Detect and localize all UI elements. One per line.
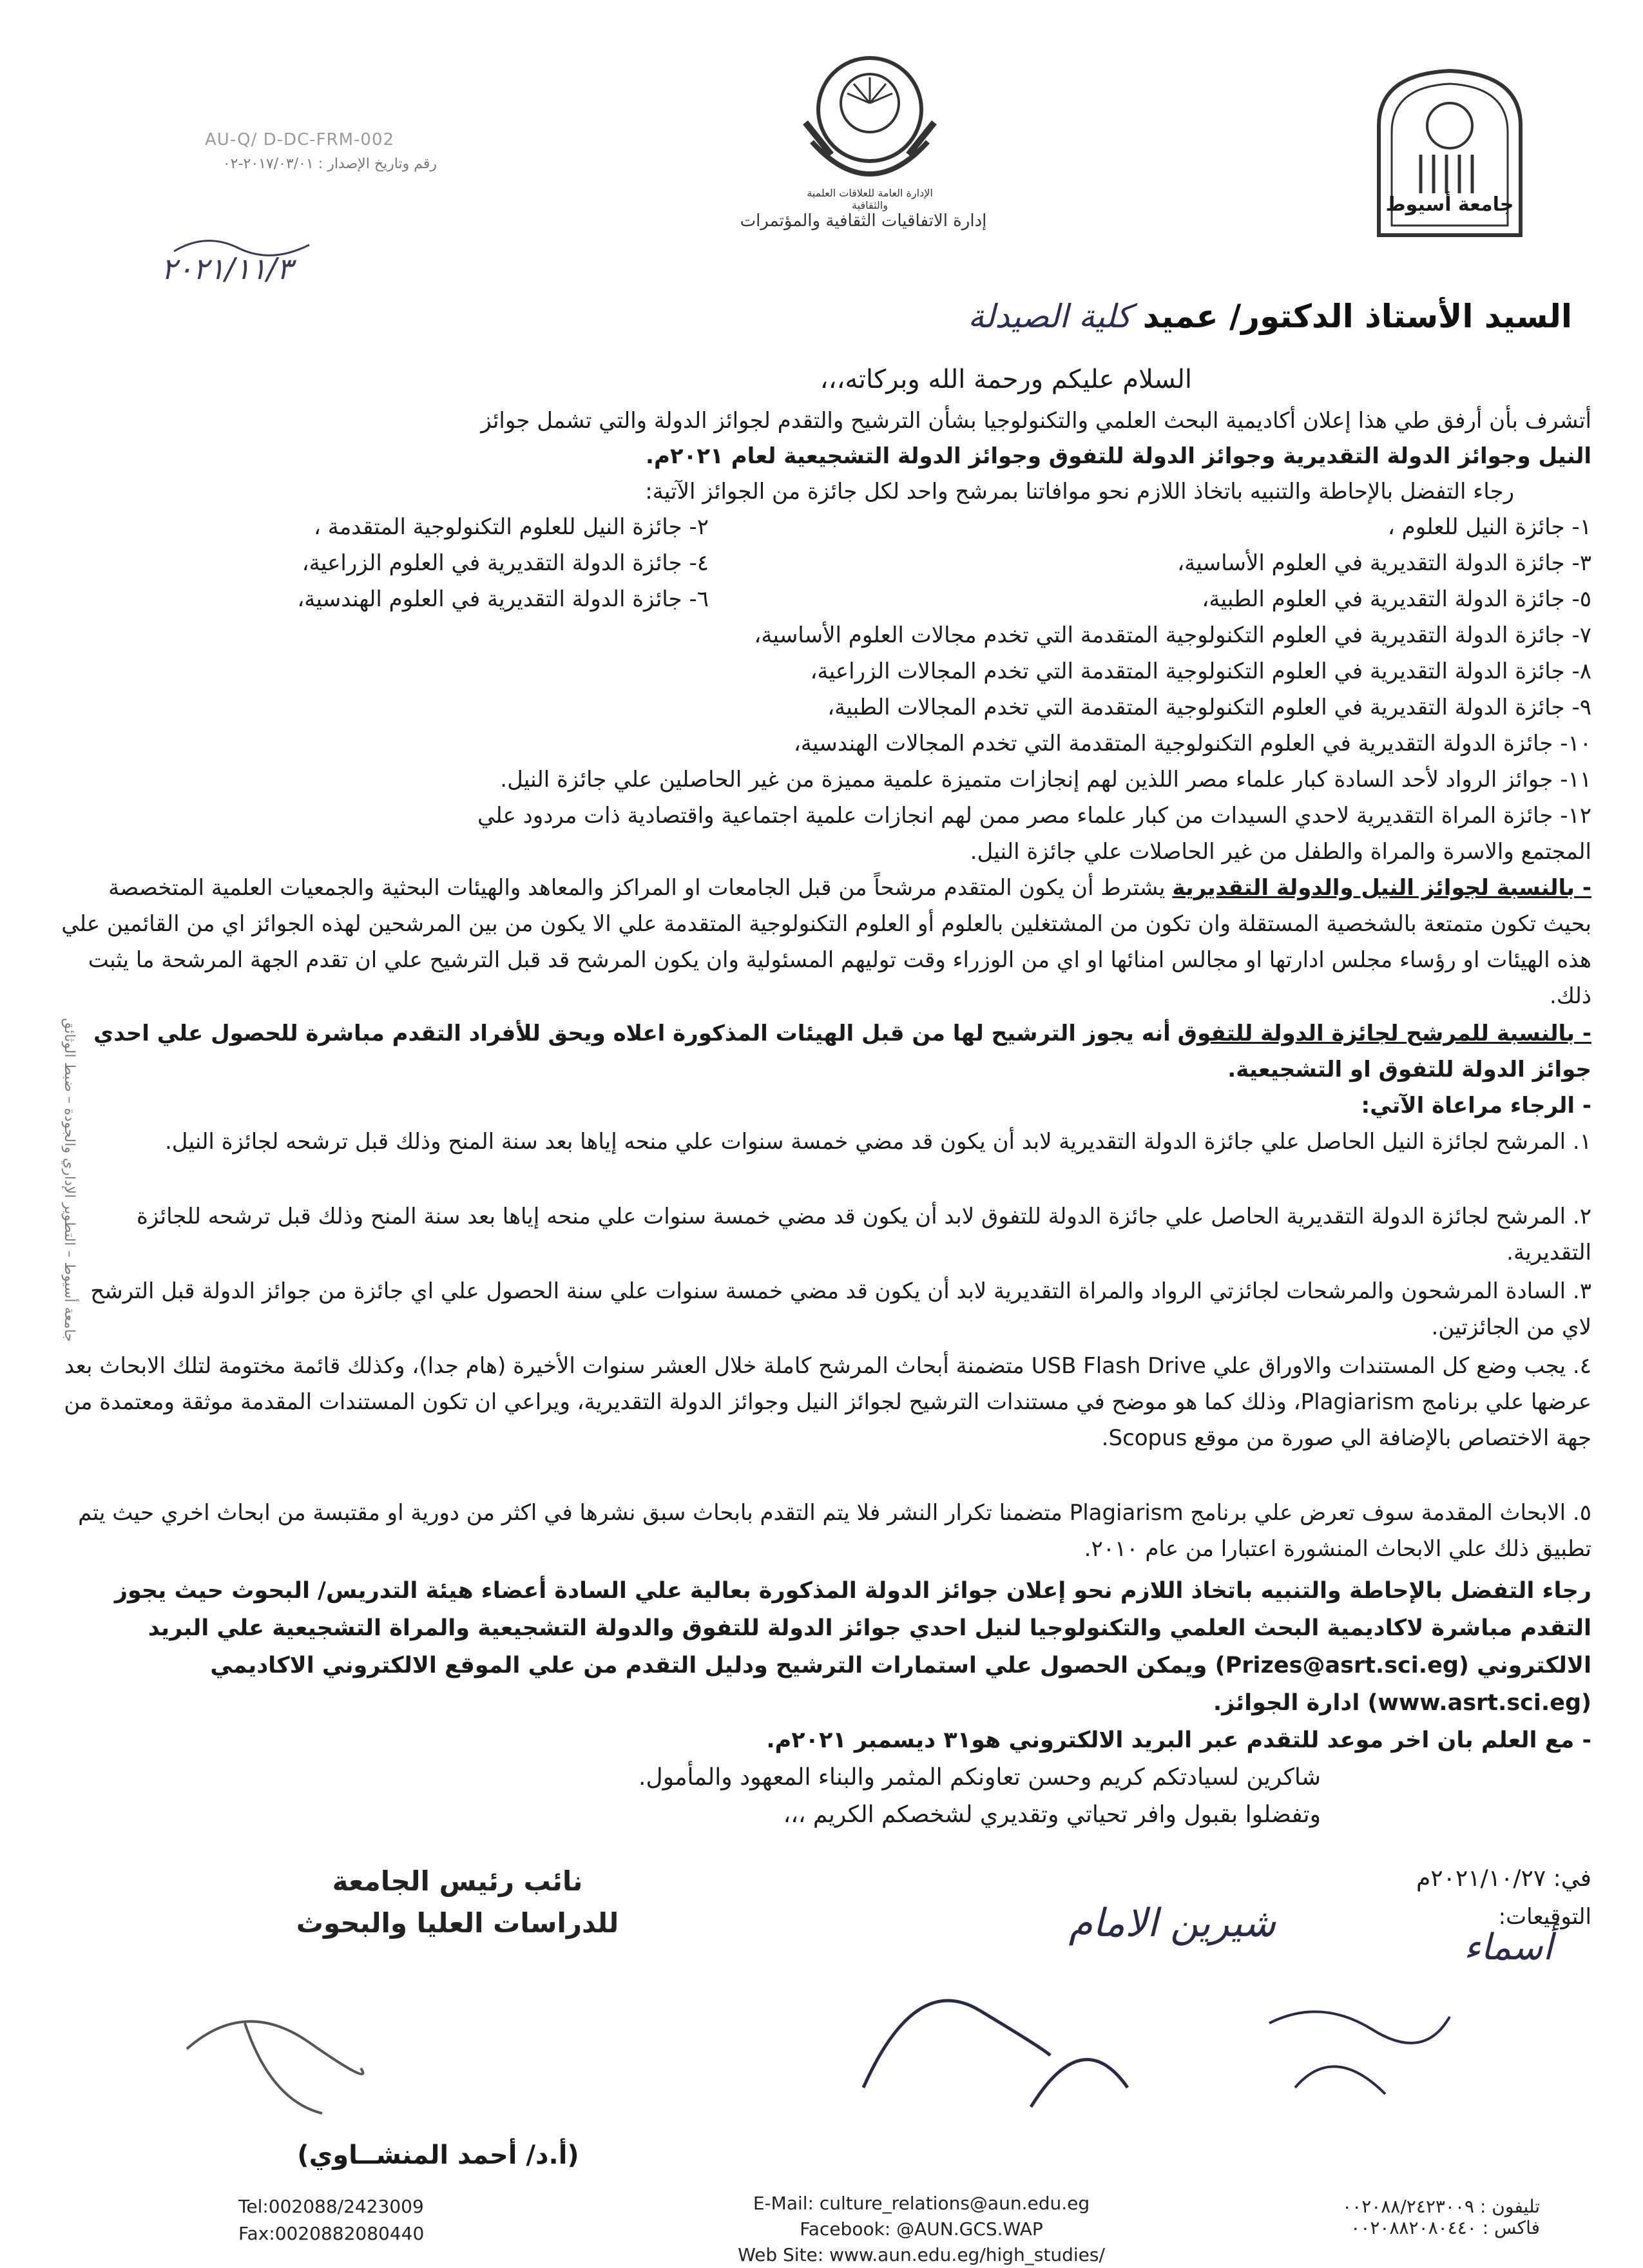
vp-title-1: نائب رئيس الجامعة (332, 1865, 583, 1897)
note-4: ٤. يجب وضع كل المستندات والاوراق علي USB Flash Drive متضمنة أبحاث المرشح كاملة خلال العشر سنوات الأخيرة (هام جدا)، وكذلك قائمة مختومة لتلك الابحاث بعد عرضها علي برنامج Plagiarism، وذلك كما هو موضح في مستندات الترشيح لجوائز النيل وجوائز الدولة التقديرية، ويراعي ان تكون المستندات المقدمة موثقة ومعتمدة من جهة الاختصاص بالإضافة الي صورة من موقع Scopus. (64, 1353, 1591, 1451)
prize-7: ٧- جائزة الدولة التقديرية في العلوم التكنولوجية المتقدمة التي تخدم مجالات العلوم الأساسية، (754, 622, 1591, 648)
prize-1: ١- جائزة النيل للعلوم ، (1387, 514, 1591, 540)
university-logo-text: جامعة أسيوط (1385, 193, 1514, 216)
vp-title-2: للدراسات العليا والبحوث (296, 1907, 619, 1939)
note-3: ٣. السادة المرشحون والمرشحات لجائزتي الرواد والمراة التقديرية لابد أن يكون قد مضي خمسة سنوات علي سنة الحصول علي اي جائزة من جوائز الدولة قبل الترشح لاي من الجائزتين. (90, 1278, 1591, 1340)
deadline-line: - مع العلم بان اخر موعد للتقدم عبر البريد الالكتروني هو٣١ ديسمبر ٢٠٢١م. (766, 1727, 1591, 1753)
footer-right (1295, 2196, 1540, 2238)
footer-contacts (696, 2191, 1147, 2268)
footer-tel-ar: تليفون : ٠٠٢٠٨٨/٢٤٢٣٠٠٩ (1342, 2196, 1540, 2217)
prize-2: ٢- جائزة النيل للعلوم التكنولوجية المتقدمة ، (313, 514, 709, 540)
addressee-line (606, 298, 1572, 335)
handwritten-signature-2: أسماء (1463, 1927, 1553, 1968)
prize-11: ١١- جوائز الرواد لأحد السادة كبار علماء مصر اللذين لهم إنجازات متميزة علمية مميزة من غير الحاصلين علي جائزة النيل. (500, 767, 1591, 793)
note-1: ١. المرشح لجائزة النيل الحاصل علي جائزة الدولة التقديرية لابد أن يكون قد مضي خمسة سنوات علي منحه إياها بعد سنة المنح وذلك قبل ترشحه لجائزة النيل. (165, 1129, 1591, 1155)
date-value: ٢٠٢١/١٠/٢٧م (1416, 1865, 1546, 1892)
closing-paragraph: رجاء التفضل بالإحاطة والتنبيه باتخاذ اللازم نحو إعلان جوائز الدولة المذكورة بعالية علي السادة أعضاء هيئة التدريس/ البحوث حيث يجوز التقدم مباشرة لاكاديمية البحث العلمي والتكنولوجيا لنيل احدي جوائز الدولة للتفوق والدولة التشجيعية والمراة التشجيعية علي البريد الالكتروني (Prizes@asrt.sci.eg) ويمكن الحصول علي استمارات الترشيح ودليل التقدم من علي الموقع الالكتروني الاكاديمي (www.asrt.sci.eg) ادارة الجوائز. (114, 1578, 1591, 1716)
note-5: ٥. الابحاث المقدمة سوف تعرض علي برنامج Plagiarism متضمنا تكرار النشر فلا يتم التقدم بابحاث سبق نشرها في اكثر من دورية او مقتبسة من ابحاث اخري حيث يتم تطبيق ذلك علي الابحاث المنشورة اعتبارا من عام ٢٠١٠. (78, 1500, 1591, 1562)
section-nile-text: يشترط أن يكون المتقدم مرشحاً من قبل الجامعات او المراكز والمعاهد والهيئات البحثية والجمعيات العلمية المتخصصة بحيث تكون متمتعة بالشخصية المستقلة وان تكون من المشتغلين بالعلوم أو العلوم التكنولوجية المتقدمة علي الا يكون من بين المرشحين لهذه الجوائز اي من القائمين علي هذه الهيئات او رؤساء مجلس ادارتها او مجالس امنائها او اي من الوزراء وقت توليهم المسئولية وان يكون المرشح قد قبل الترشيح علي ان تقدم الجهة المرشحة ما يثبت ذلك. (61, 875, 1591, 1009)
date-label: في: (1553, 1865, 1591, 1892)
letter-date (1416, 1865, 1591, 1892)
footer-fax-ar: فاكس : ٠٠٢٠٨٨٢٠٨٠٤٤٠ (1350, 2217, 1540, 2238)
section-excellence (58, 1015, 1591, 1088)
footer-fax: Fax:0020882080440 (238, 2223, 425, 2244)
footer-email[interactable]: E-Mail: culture_relations@aun.edu.eg (753, 2193, 1090, 2214)
prize-3: ٣- جائزة الدولة التقديرية في العلوم الأساسية، (1177, 550, 1591, 576)
department-name: إدارة الاتفاقيات الثقافية والمؤتمرات (740, 211, 987, 231)
emblem-caption: الإدارة العامة للعلاقات العلمية والثقافية (807, 187, 933, 211)
thanks-line-2: وتفضلوا بقبول وافر تحياتي وتقديري لشخصكم الكريم ،،، (783, 1802, 1321, 1828)
addressee-title: السيد الأستاذ الدكتور/ عميد (1142, 298, 1572, 335)
prize-8: ٨- جائزة الدولة التقديرية في العلوم التكنولوجية المتقدمة التي تخدم المجالات الزراعية، (810, 658, 1591, 684)
intro-line-2: النيل وجوائز الدولة التقديرية وجوائز الدولة للتفوق وجوائز الدولة التشجيعية لعام ٢٠٢١م. (646, 443, 1591, 469)
handwritten-signature-1: شيرين الامام (1068, 1901, 1276, 1946)
prize-12-cont: المجتمع والاسرة والمراة والطفل من غير الحاصلات علي جائزة النيل. (970, 839, 1591, 865)
emblem-logo (773, 45, 966, 206)
vp-signature-scribble (168, 1984, 374, 2139)
handwritten-date: ٢٠٢١/١١/٣ (161, 251, 293, 286)
addressee-handwritten: كلية الصيدلة (968, 298, 1132, 335)
vp-name: (أ.د/ أحمد المنشــاوي) (297, 2140, 579, 2170)
prize-9: ٩- جائزة الدولة التقديرية في العلوم التكنولوجية المتقدمة التي تخدم المجالات الطبية، (827, 695, 1591, 720)
side-note: جامعة أسيوط – التطوير الإداري والجودة – ضبط الوثائق (61, 1018, 77, 1342)
thanks-line-1: شاكرين لسيادتكم كريم وحسن تعاونكم المثمر والبناء المعهود والمأمول. (639, 1764, 1321, 1791)
prize-4: ٤- جائزة الدولة التقديرية في العلوم الزراعية، (302, 550, 709, 576)
form-code: AU-Q/ D-DC-FRM-002 (205, 130, 395, 149)
section-nile (58, 870, 1591, 1014)
footer-tel: Tel:002088/2423009 (238, 2196, 424, 2217)
signatures-label: التوقيعات: (1498, 1904, 1591, 1930)
prize-5: ٥- جائزة الدولة التقديرية في العلوم الطبية، (1202, 586, 1591, 612)
signature-scribble (838, 1959, 1160, 2126)
section-nile-lead: - بالنسبة لجوائز النيل والدولة التقديرية (1172, 875, 1591, 901)
issue-date: رقم وتاريخ الإصدار : ٢٠١٧/٠٣/٠١-٠٢ (222, 156, 437, 172)
footer-website[interactable]: Web Site: www.aun.edu.eg/high_studies/ (738, 2244, 1105, 2265)
notes-title: - الرجاء مراعاة الآتي: (1361, 1093, 1591, 1119)
footer-facebook[interactable]: Facebook: @AUN.GCS.WAP (800, 2218, 1043, 2240)
prize-6: ٦- جائزة الدولة التقديرية في العلوم الهندسية، (297, 586, 709, 612)
prize-12: ١٢- جائزة المراة التقديرية لاحدي السيدات من كبار علماء مصر ممن لهم انجازات علمية اجتماعية واقتصادية ذات مردود علي (477, 803, 1591, 829)
section-excellence-text: أنه يجوز الترشيح لها من قبل الهيئات المذكورة اعلاه ويحق للأفراد التقدم مباشرة للحصول علي احدي جوائز الدولة للتفوق او التشجيعية. (93, 1021, 1591, 1082)
section-excellence-lead: - بالنسبة للمرشح لجائزة الدولة للتفوق (1177, 1021, 1591, 1046)
initials-scribble (1256, 1984, 1463, 2113)
note-2: ٢. المرشح لجائزة الدولة التقديرية الحاصل علي جائزة الدولة للتفوق لابد أن يكون قد مضي خمسة سنوات علي منحه إياها بعد سنة المنح وذلك قبل ترشحه للجائزة التقديرية. (137, 1204, 1591, 1265)
request-line: رجاء التفضل بالإحاطة والتنبيه باتخاذ اللازم نحو موافاتنا بمرشح واحد لكل جائزة من الجوائز الآتية: (645, 479, 1514, 505)
prize-10: ١٠- جائزة الدولة التقديرية في العلوم التكنولوجية المتقدمة التي تخدم المجالات الهندسية، (793, 731, 1591, 756)
greeting: السلام عليكم ورحمة الله وبركاته،،، (820, 365, 1192, 394)
intro-line-1: أتشرف بأن أرفق طي هذا إعلان أكاديمية البحث العلمي والتكنولوجيا بشأن الترشيح والتقدم لجوائز الدولة والتي تشمل جوائز (481, 408, 1591, 434)
